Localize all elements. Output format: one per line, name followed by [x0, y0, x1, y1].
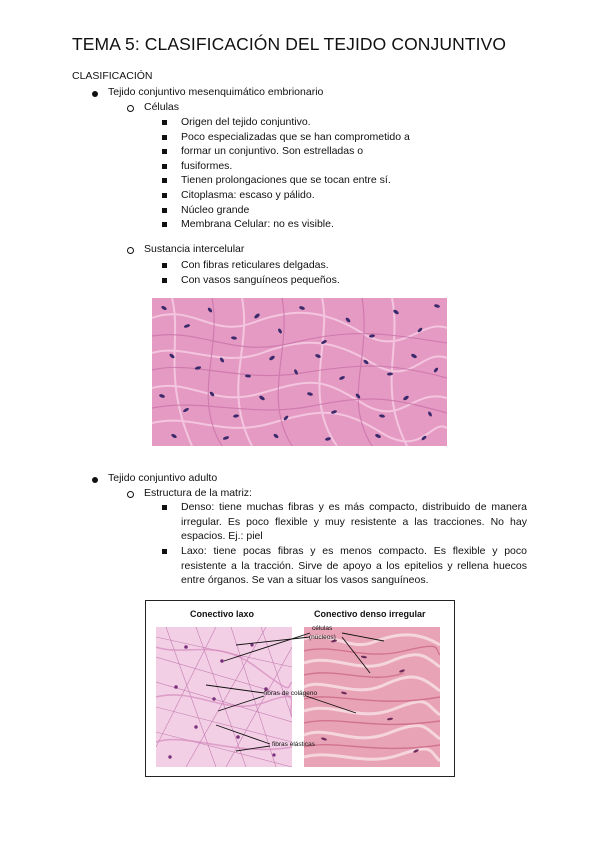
- paragraph-laxo: Laxo: tiene pocas fibras y es menos compacto. Es flexible y poco resistente a la tracción. Sirve de apoyo a los epitelios y rellena huecos entre órganos. Se van a situar los vasos sanguíneos.: [181, 545, 527, 587]
- list-item-text: Membrana Celular: no es visible.: [181, 218, 334, 231]
- bullet-square: [162, 549, 167, 554]
- bullet-circle: [127, 247, 134, 254]
- label-elastic-fibers: fibras elásticas: [272, 741, 315, 748]
- list-item-text: Origen del tejido conjuntivo.: [181, 116, 311, 128]
- bullet-square: [162, 193, 167, 198]
- list-item-level2: Células: [144, 101, 180, 113]
- comparison-figure: [145, 600, 455, 777]
- page-title: TEMA 5: CLASIFICACIÓN DEL TEJIDO CONJUNTIVO: [72, 34, 507, 54]
- paragraph-denso: Denso: tiene muchas fibras y es más compacto, distribuido de manera irregular. Es poco flexible y muy resistente a las tracciones. No hay espacios. Ej.: piel: [181, 501, 527, 543]
- figure-title-right: Conectivo denso irregular: [314, 609, 426, 619]
- bullet-square: [162, 263, 167, 268]
- list-item-level2: Sustancia intercelular: [144, 243, 245, 255]
- bullet-square: [162, 278, 167, 283]
- bullet-circle: [127, 105, 134, 112]
- bullet-dot: [92, 477, 98, 483]
- list-item-text: Con fibras reticulares delgadas.: [181, 259, 329, 271]
- bullet-square: [162, 208, 167, 213]
- list-item-level2: Estructura de la matriz:: [144, 487, 252, 499]
- label-nuclei: (núcleos): [309, 634, 336, 641]
- bullet-square: [162, 164, 167, 169]
- list-item-level1: Tejido conjuntivo mesenquimático embrionario: [108, 86, 324, 98]
- section-heading: CLASIFICACIÓN: [72, 70, 153, 82]
- label-cells: células: [312, 625, 333, 632]
- list-item-text: fusiformes.: [181, 159, 233, 172]
- bullet-square: [162, 505, 167, 510]
- list-item-text: formar un conjuntivo. Son estrelladas o: [181, 145, 364, 158]
- bullet-square: [162, 149, 167, 154]
- bullet-square: [162, 222, 167, 227]
- label-collagen-fibers: fibras de colágeno: [264, 690, 318, 697]
- list-item-text: Con vasos sanguíneos pequeños.: [181, 273, 340, 286]
- histology-image-mesenchyme: [152, 298, 447, 446]
- bullet-square: [162, 120, 167, 125]
- bullet-square: [162, 178, 167, 183]
- bullet-dot: [92, 91, 98, 97]
- list-item-text: Poco especializadas que se han comprometido a: [181, 130, 410, 143]
- list-item-text: Núcleo grande: [181, 203, 250, 216]
- bullet-circle: [127, 491, 134, 498]
- list-item-level1: Tejido conjuntivo adulto: [108, 472, 218, 484]
- bullet-square: [162, 135, 167, 140]
- list-item-text: Citoplasma: escaso y pálido.: [181, 188, 315, 201]
- figure-title-left: Conectivo laxo: [190, 609, 255, 619]
- list-item-text: Tienen prolongaciones que se tocan entre sí.: [181, 174, 391, 187]
